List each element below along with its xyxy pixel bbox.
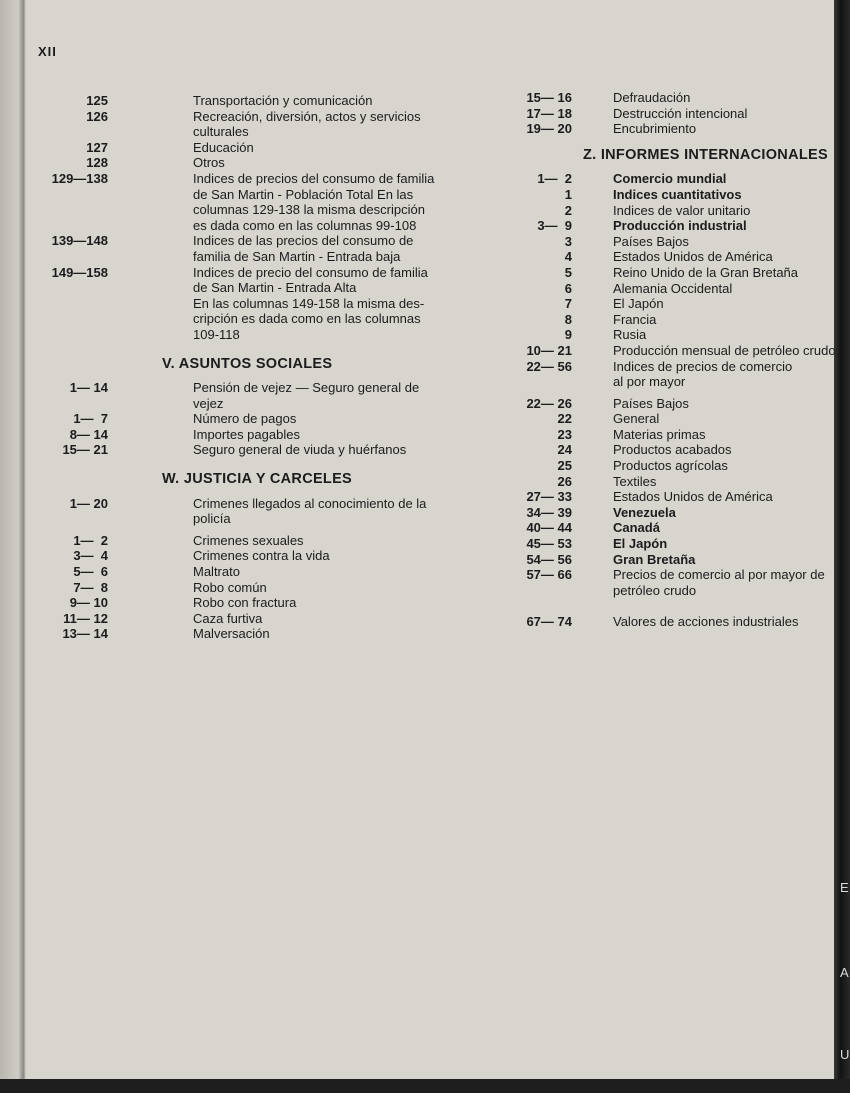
index-entry <box>40 611 472 627</box>
index-entry <box>505 249 835 265</box>
column-range: 149—158 <box>51 264 108 280</box>
index-entry <box>505 218 835 234</box>
column-range: 7— 8 <box>73 579 108 595</box>
column-range: 11— 12 <box>63 610 108 626</box>
column-range: 139—148 <box>51 233 108 249</box>
entry-description: Destrucción intencional <box>613 105 748 121</box>
entry-description: Francia <box>613 311 657 327</box>
entry-description: Malversación <box>193 626 270 642</box>
index-entry <box>505 265 835 281</box>
index-entry <box>505 442 835 458</box>
entry-description: Crimenes contra la vida <box>193 548 330 564</box>
entry-description: Producción mensual de petróleo crudo <box>613 342 836 358</box>
column-range <box>40 296 108 343</box>
index-entry <box>505 90 835 106</box>
column-range: 1— 7 <box>73 411 108 427</box>
column-range: 5— 6 <box>73 564 108 580</box>
column-range: 34— 39 <box>526 504 572 520</box>
index-entry <box>505 505 835 521</box>
entry-description: Robo con fractura <box>193 595 297 611</box>
index-entry <box>505 458 835 474</box>
index-entry <box>505 427 835 443</box>
index-entry <box>505 396 835 412</box>
index-entry <box>40 233 472 264</box>
entry-description: Crimenes llegados al conocimiento de la policía <box>193 495 427 527</box>
index-entry <box>40 626 472 642</box>
index-entry <box>40 171 472 233</box>
column-range: 15— 16 <box>526 90 572 105</box>
entry-description: Gran Bretaña <box>613 551 696 567</box>
index-entry <box>505 312 835 328</box>
entry-description: Países Bajos <box>613 395 689 411</box>
entry-description: Crimenes sexuales <box>193 532 304 548</box>
entry-description: Número de pagos <box>193 411 297 427</box>
entry-description: Indices de las precios del consumo de familia de San Martin - Entrada baja <box>193 233 414 264</box>
entry-description: Importes pagables <box>193 426 300 442</box>
column-range: 22— 56 <box>526 358 572 374</box>
entry-description: Indices cuantitativos <box>613 186 742 202</box>
column-range: 23 <box>557 426 572 442</box>
entry-description: Rusia <box>613 327 647 343</box>
entry-description: Venezuela <box>613 504 676 520</box>
entry-description: Indices de precio del consumo de familia de San Martin - Entrada Alta <box>193 264 428 296</box>
index-entry <box>505 614 835 630</box>
column-range: 125 <box>86 93 108 108</box>
index-entry <box>505 121 835 137</box>
entry-description: Robo común <box>193 579 267 595</box>
entry-description: Caza furtiva <box>193 610 263 626</box>
index-entry <box>40 548 472 564</box>
column-range: 13— 14 <box>62 626 108 642</box>
index-entry <box>505 106 835 122</box>
entry-description: El Japón <box>613 296 664 312</box>
column-range: 19— 20 <box>526 121 572 137</box>
entry-description: Educación <box>193 139 254 155</box>
column-range: 26 <box>557 473 572 489</box>
column-range: 17— 18 <box>526 105 572 121</box>
left-column-index <box>40 93 472 642</box>
section-heading: V. ASUNTOS SOCIALES <box>162 355 333 372</box>
column-range: 7 <box>564 296 572 312</box>
index-entry <box>40 109 472 140</box>
column-range: 15— 21 <box>62 442 108 458</box>
book-spine-edge <box>0 0 26 1093</box>
index-entry <box>505 281 835 297</box>
index-entry <box>505 359 835 390</box>
column-range: 1— 2 <box>537 171 572 187</box>
index-entry <box>505 536 835 552</box>
index-entry <box>40 93 472 109</box>
index-entry <box>40 595 472 611</box>
index-entry <box>40 580 472 596</box>
entry-description: El Japón <box>613 536 668 552</box>
right-column-index <box>505 90 835 630</box>
column-range: 1— 14 <box>69 380 108 396</box>
entry-description: Maltrato <box>193 564 240 580</box>
entry-description: En las columnas 149-158 la misma des- cripción es dada como en las columnas 109-118 <box>193 295 425 342</box>
section-heading: Z. INFORMES INTERNACIONALES <box>583 146 828 163</box>
entry-description: Defraudación <box>613 90 691 105</box>
column-range: 5 <box>564 264 572 280</box>
entry-description: Seguro general de viuda y huérfanos <box>193 442 407 458</box>
entry-description: Indices de valor unitario <box>613 202 751 218</box>
index-entry <box>40 442 472 458</box>
index-entry <box>505 474 835 490</box>
index-entry <box>40 496 472 527</box>
index-entry <box>505 343 835 359</box>
column-range: 27— 33 <box>526 489 572 505</box>
entry-description: Productos agrícolas <box>613 458 728 474</box>
column-range: 8 <box>564 311 572 327</box>
index-entry <box>505 203 835 219</box>
column-range: 3 <box>564 233 572 249</box>
column-range: 1— 2 <box>73 532 108 548</box>
section-heading: W. JUSTICIA Y CARCELES <box>162 471 353 488</box>
entry-description: Precios de comercio al por mayor de petróleo crudo <box>613 567 825 598</box>
column-range: 10— 21 <box>526 342 572 358</box>
entry-description: Canadá <box>613 520 660 536</box>
column-range: 1 <box>564 186 572 202</box>
entry-description: Países Bajos <box>613 233 689 249</box>
entry-description: Alemania Occidental <box>613 280 733 296</box>
column-range: 54— 56 <box>526 551 572 567</box>
entry-description: Textiles <box>613 473 657 489</box>
index-entry <box>40 533 472 549</box>
column-range: 45— 53 <box>526 536 572 552</box>
column-range: 129—138 <box>51 170 108 186</box>
column-range: 4 <box>564 249 572 265</box>
entry-description: Materias primas <box>613 426 706 442</box>
index-entry <box>505 567 835 598</box>
column-range: 22— 26 <box>526 395 572 411</box>
index-entry <box>40 427 472 443</box>
entry-description: Reino Unido de la Gran Bretaña <box>613 264 799 280</box>
entry-description: Transportación y comunicación <box>193 93 373 108</box>
entry-description: Valores de acciones industriales <box>613 614 799 630</box>
index-entry <box>40 564 472 580</box>
index-entry <box>40 296 472 343</box>
entry-description: Indices de precios de comercio al por mayor <box>613 358 793 390</box>
entry-description: Otros <box>193 155 225 171</box>
column-range: 3— 9 <box>537 218 572 234</box>
index-entry <box>40 155 472 171</box>
entry-description: Comercio mundial <box>613 171 727 187</box>
index-entry <box>505 552 835 568</box>
margin-letter: A <box>840 965 849 980</box>
column-range: 57— 66 <box>526 567 572 583</box>
column-range: 127 <box>86 139 108 155</box>
entry-description: Producción industrial <box>613 218 747 234</box>
column-range: 40— 44 <box>526 520 572 536</box>
entry-description: General <box>613 411 660 427</box>
index-entry <box>505 520 835 536</box>
entry-description: Encubrimiento <box>613 121 697 137</box>
column-range: 126 <box>86 108 108 124</box>
entry-description: Indices de precios del consumo de familia de San Martin - Población Total En las columnas 129-138 la misma descripción es dada como en las columnas 99-108 <box>193 170 435 233</box>
column-range: 9 <box>564 327 572 343</box>
column-range: 128 <box>86 155 108 171</box>
index-entry <box>505 296 835 312</box>
column-range: 8— 14 <box>69 426 108 442</box>
column-range: 67— 74 <box>526 614 572 630</box>
column-range: 6 <box>564 280 572 296</box>
index-entry <box>505 411 835 427</box>
page-bottom-edge <box>0 1079 850 1093</box>
index-entry <box>505 187 835 203</box>
entry-description: Pensión de vejez — Seguro general de vejez <box>193 380 420 411</box>
column-range: 2 <box>564 202 572 218</box>
index-entry <box>505 489 835 505</box>
margin-letter: E <box>840 880 849 895</box>
page-number: XII <box>38 44 57 59</box>
index-entry <box>505 234 835 250</box>
index-entry <box>40 411 472 427</box>
entry-description: Recreación, diversión, actos y servicios culturales <box>193 108 421 140</box>
entry-description: Estados Unidos de América <box>613 249 773 265</box>
column-range: 1— 20 <box>69 495 108 511</box>
index-entry <box>505 327 835 343</box>
index-entry <box>40 265 472 296</box>
margin-letter: U <box>840 1047 850 1062</box>
column-range: 22 <box>557 411 572 427</box>
index-entry <box>505 171 835 187</box>
column-range: 3— 4 <box>73 548 108 564</box>
column-range: 25 <box>557 458 572 474</box>
index-entry <box>40 380 472 411</box>
entry-description: Estados Unidos de América <box>613 489 773 505</box>
index-entry <box>40 140 472 156</box>
column-range: 24 <box>557 442 572 458</box>
entry-description: Productos acabados <box>613 442 732 458</box>
column-range: 9— 10 <box>69 595 108 611</box>
page-right-edge <box>834 0 850 1093</box>
